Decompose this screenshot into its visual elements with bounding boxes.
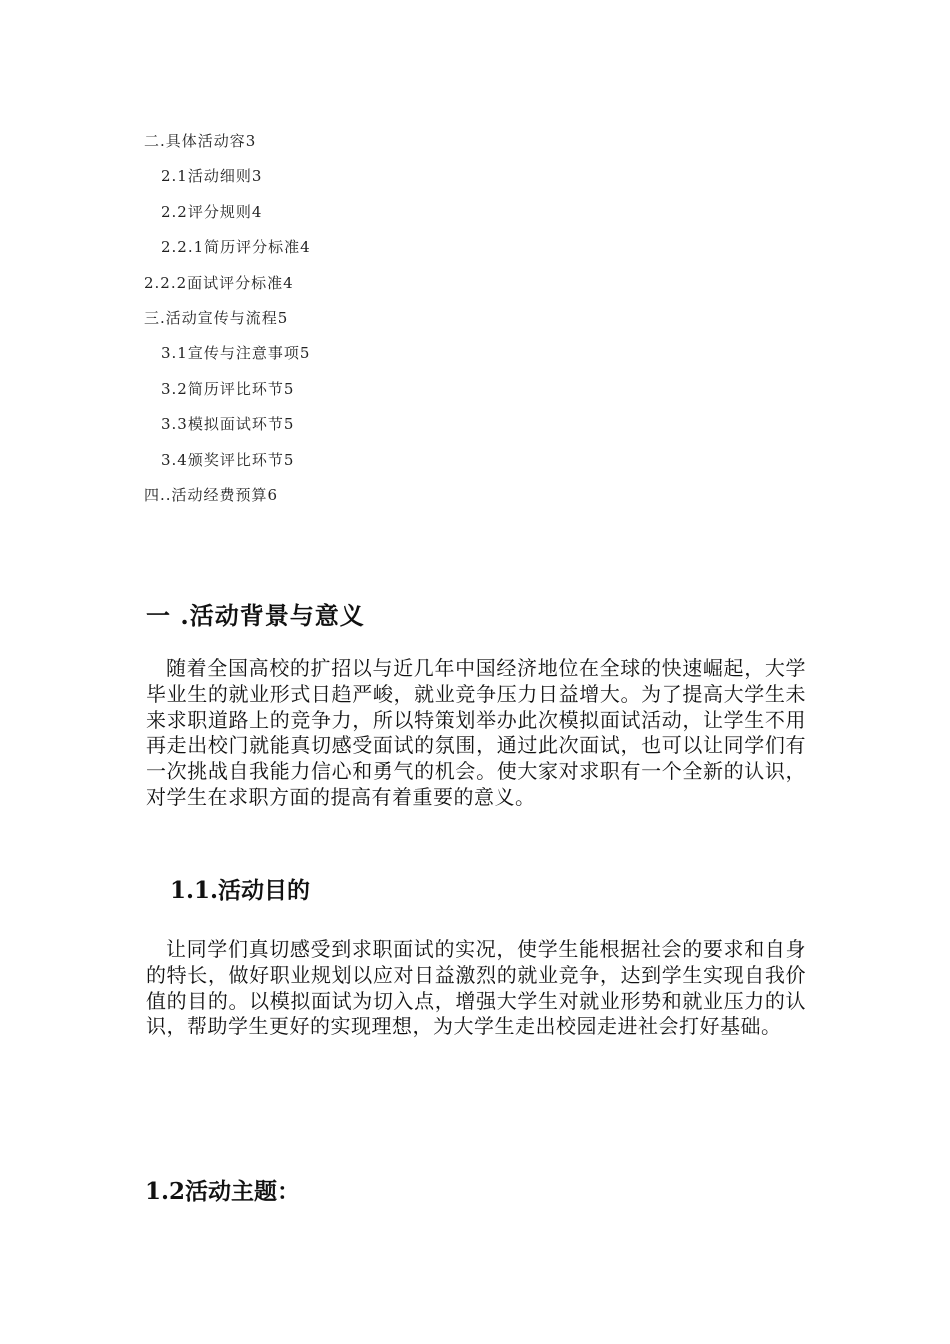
toc-item[interactable]: 2.2评分规则4 xyxy=(161,202,263,221)
toc-item[interactable]: 三.活动宣传与流程5 xyxy=(144,308,289,327)
toc-item[interactable]: 3.2简历评比环节5 xyxy=(161,379,295,398)
toc-item[interactable]: 3.4颁奖评比环节5 xyxy=(161,450,295,469)
toc-item[interactable]: 2.1活动细则3 xyxy=(161,167,263,186)
toc-item[interactable]: 2.2.2面试评分标准4 xyxy=(144,273,294,292)
toc-item[interactable]: 四..活动经费预算6 xyxy=(144,485,279,504)
toc-item[interactable]: 3.1宣传与注意事项5 xyxy=(161,344,311,363)
section-heading-background: 一 .活动背景与意义 xyxy=(146,601,365,630)
toc-item[interactable]: 3.3模拟面试环节5 xyxy=(161,415,295,434)
section-paragraph-purpose: 让同学们真切感受到求职面试的实况，使学生能根据社会的要求和自身的特长，做好职业规划以应对日益激烈的就业竞争，达到学生实现自我价值的目的。以模拟面试为切入点，增强大学生对就业形势和就业压力的认识，帮助学生更好的实现理想，为大学生走出校园走进社会打好基础。 xyxy=(146,937,806,1039)
toc-item[interactable]: 2.2.1简历评分标准4 xyxy=(161,238,311,257)
section-heading-theme: 1.2活动主题： xyxy=(145,1178,301,1205)
table-of-contents xyxy=(144,124,564,513)
toc-item[interactable]: 二.具体活动容3 xyxy=(144,132,257,150)
section-heading-purpose: 1.1.活动目的 xyxy=(170,877,311,904)
section-paragraph-background: 随着全国高校的扩招以与近几年中国经济地位在全球的快速崛起，大学毕业生的就业形式日趋严峻，就业竞争压力日益增大。为了提高大学生未来求职道路上的竞争力，所以特策划举办此次模拟面试活动，让学生不用再走出校门就能真切感受面试的氛围，通过此次面试，也可以让同学们有一次挑战自我能力信心和勇气的机会。使大家对求职有一个全新的认识，对学生在求职方面的提高有着重要的意义。 xyxy=(146,656,806,809)
